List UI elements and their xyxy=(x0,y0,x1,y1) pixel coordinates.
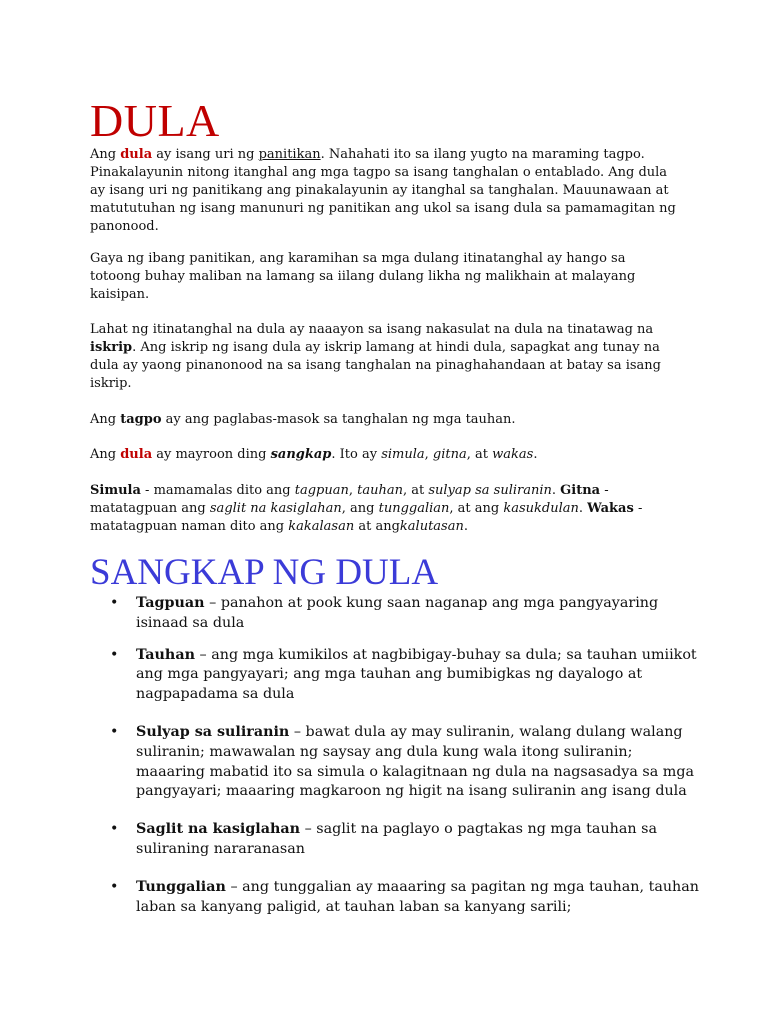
section-heading: SANGKAP NG DULA xyxy=(90,552,439,593)
text: at ang xyxy=(354,519,400,534)
text: . xyxy=(533,447,538,462)
term: sulyap sa suliranin xyxy=(428,483,552,498)
text: - matatagpuan naman dito ang xyxy=(90,501,643,534)
bullet-icon: • xyxy=(110,646,119,663)
page-title: DULA xyxy=(90,95,220,146)
term: kalutasan xyxy=(399,519,464,534)
item-term: Tauhan xyxy=(136,646,195,663)
text: , at xyxy=(466,447,493,462)
text: - matatagpuan ang xyxy=(90,483,609,516)
text: , xyxy=(348,483,358,498)
text: Ang xyxy=(90,447,121,462)
item-term: Saglit na kasiglahan xyxy=(136,821,301,838)
label-simula: Simula xyxy=(90,483,141,498)
text: . xyxy=(578,501,588,516)
text: ay ang paglabas-masok sa tanghalan ng mga tauhan. xyxy=(161,412,516,427)
term-dula: dula xyxy=(120,447,153,462)
item-desc: – ang mga kumikilos at nagbibigay-buhay sa dula; sa tauhan umiikot ang mga pangyayari; ang mga tauhan ang bumibigkas ng dayalogo at nagpapadama sa dula xyxy=(136,646,697,703)
list-item xyxy=(110,646,700,705)
item-term: Sulyap sa suliranin xyxy=(136,723,290,740)
label-wakas: Wakas xyxy=(587,501,634,516)
term: tunggalian xyxy=(378,501,450,516)
paragraph-lahat xyxy=(90,321,680,393)
term-sangkap: sangkap xyxy=(270,447,332,462)
sangkap-list xyxy=(110,594,700,929)
item-desc: – panahon at pook kung saan naganap ang mga pangyayaring isinaad sa dula xyxy=(136,595,659,631)
term-wakas: wakas xyxy=(492,447,534,462)
text: - mamamalas dito ang xyxy=(140,483,295,498)
term: tauhan xyxy=(357,483,403,498)
text: , xyxy=(424,447,433,462)
term-simula: simula xyxy=(381,447,425,462)
paragraph-sangkap xyxy=(90,446,680,464)
text: , ang xyxy=(341,501,379,516)
list-item xyxy=(110,878,700,918)
text: Lahat ng itinatanghal na dula ay naaayon sa isang nakasulat na dula na tinatawag na xyxy=(90,322,654,337)
item-term: Tagpuan xyxy=(136,595,205,611)
term: tagpuan xyxy=(294,483,349,498)
text: ay isang uri ng xyxy=(152,147,259,162)
paragraph-intro xyxy=(90,146,680,236)
text: Ang xyxy=(90,147,121,162)
bullet-icon: • xyxy=(110,821,119,838)
term-iskrip: iskrip xyxy=(90,340,133,355)
text: . xyxy=(551,483,561,498)
list-item xyxy=(110,723,700,802)
term-dula: dula xyxy=(120,147,153,162)
bullet-icon: • xyxy=(110,595,119,611)
bullet-icon: • xyxy=(110,878,119,895)
term: saglit na kasiglahan xyxy=(209,501,342,516)
term: kasukdulan xyxy=(503,501,579,516)
paragraph-tagpo xyxy=(90,411,680,429)
term: kakalasan xyxy=(288,519,355,534)
text: , at xyxy=(402,483,429,498)
list-item xyxy=(110,820,700,860)
text: . Ang iskrip ng isang dula ay iskrip lamang at hindi dula, sapagkat ang tunay na dula ay yaong pinanonood na sa isang tanghalan na pinaghahandaan at batay sa isang iskrip. xyxy=(90,340,661,391)
term-tagpo: tagpo xyxy=(120,412,162,427)
text: . Ito ay xyxy=(331,447,382,462)
item-desc: – ang tunggalian ay maaaring sa pagitan ng mga tauhan, tauhan laban sa kanyang paligid, at tauhan laban sa kanyang sarili; xyxy=(136,878,699,915)
bullet-icon: • xyxy=(110,723,119,740)
text: Ang xyxy=(90,412,121,427)
label-gitna: Gitna xyxy=(560,483,601,498)
link-panitikan[interactable]: panitikan xyxy=(258,147,321,162)
paragraph-parts xyxy=(90,482,680,536)
text: . xyxy=(463,519,468,534)
text: . Nahahati ito sa ilang yugto na maraming tagpo. Pinakalayunin nitong itanghal ang mga tagpo sa isang tanghalan o entablado. Ang dula ay isang uri ng panitikang ang pinakalayunin ay itanghal sa tanghalan. Mauunawaan at matututuhan ng isang manunuri ng panitikan ang ukol sa isang dula sa pamamagitan ng panonood. xyxy=(90,147,676,234)
item-desc: – bawat dula ay may suliranin, walang dulang walang suliranin; mawawalan ng saysay ang dula kung wala itong suliranin; maaaring mabatid ito sa simula o kalagitnaan ng dula na nagsasadya sa mga pangyayari; maaaring magkaroon ng higit na isang suliranin ang isang dula xyxy=(136,723,695,800)
term-gitna: gitna xyxy=(432,447,467,462)
list-item xyxy=(110,594,700,634)
text: Gaya ng ibang panitikan, ang karamihan sa mga dulang itinatanghal ay hango sa totoong buhay maliban na lamang sa iilang dulang likha ng malikhain at malayang kaisipan. xyxy=(90,251,636,302)
paragraph-gaya xyxy=(90,250,680,304)
item-term: Tunggalian xyxy=(136,878,226,895)
text: ay mayroon ding xyxy=(152,447,271,462)
text: , at ang xyxy=(449,501,504,516)
item-desc: – saglit na paglayo o pagtakas ng mga tauhan sa suliraning nararanasan xyxy=(136,821,657,857)
